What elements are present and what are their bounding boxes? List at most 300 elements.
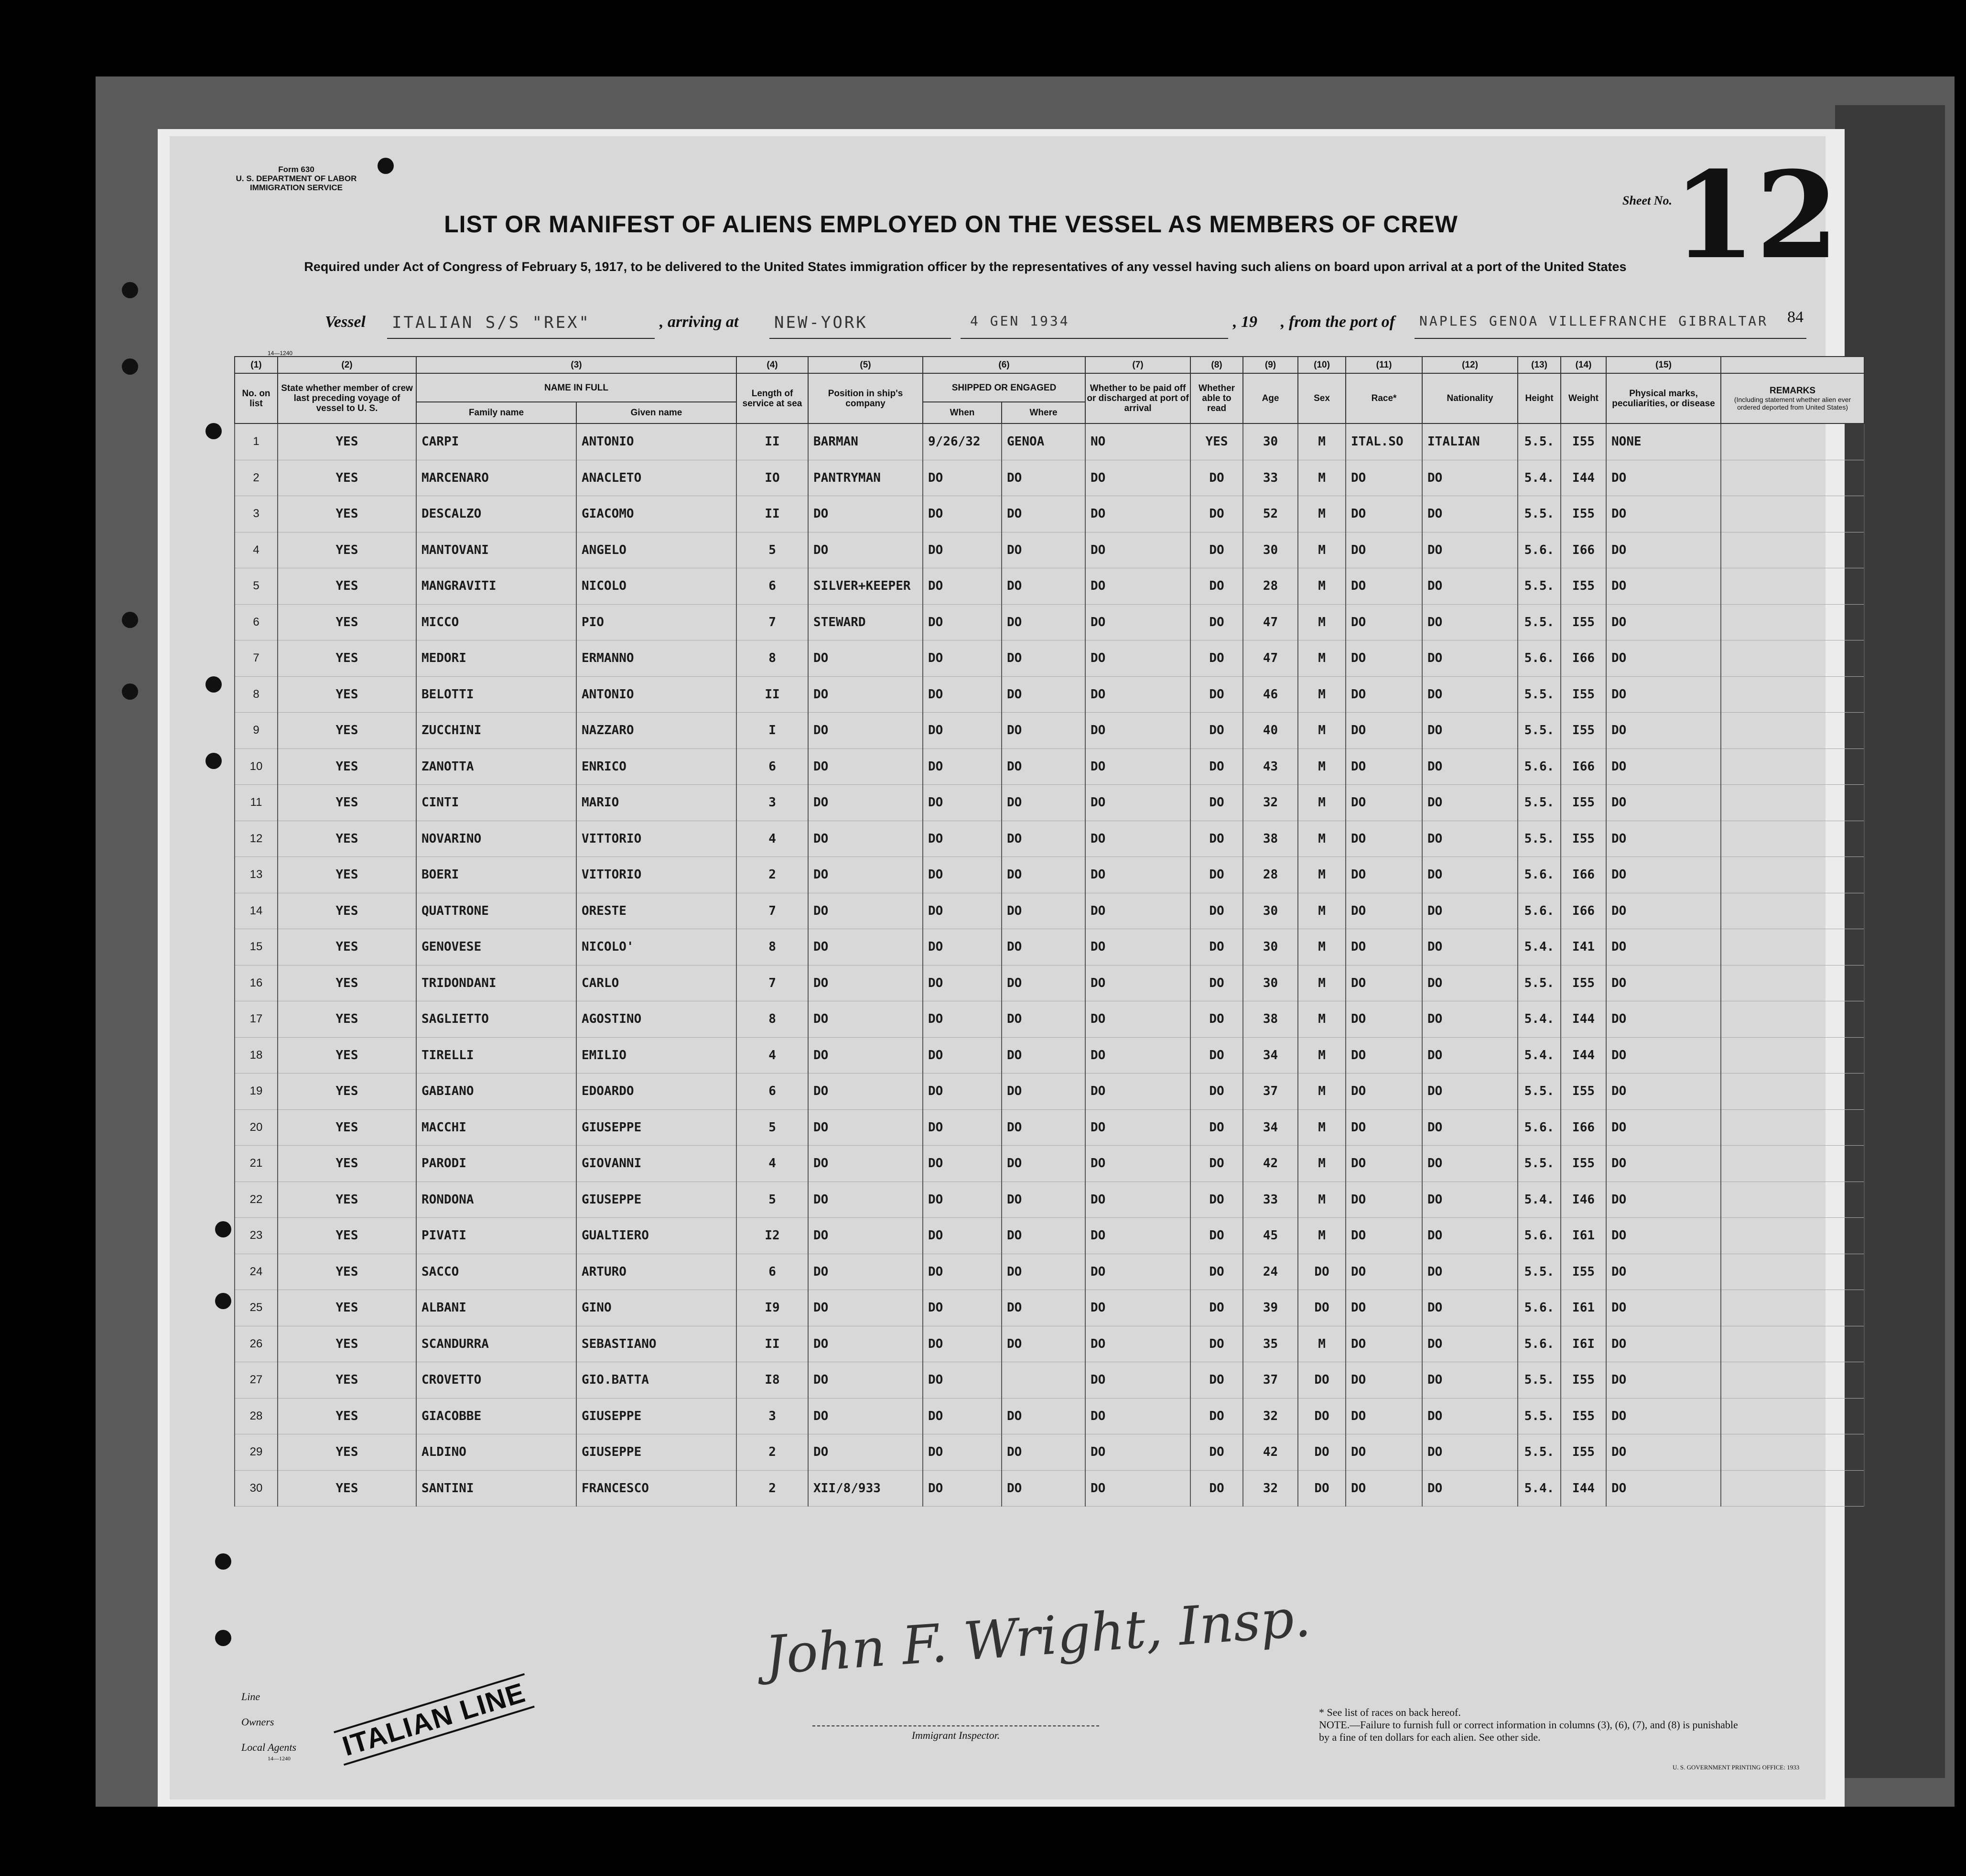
- punch-hole: [205, 753, 222, 769]
- sex: M: [1298, 1001, 1346, 1038]
- shipped-where: DO: [1002, 1109, 1085, 1146]
- row-number: 9: [235, 713, 278, 749]
- shipped-where: DO: [1002, 1074, 1085, 1110]
- col-num-3: (3): [416, 357, 736, 373]
- weight: I55: [1561, 1398, 1606, 1434]
- paid-off: DO: [1085, 1290, 1190, 1326]
- age: 28: [1243, 568, 1298, 605]
- race: DO: [1346, 676, 1422, 713]
- given-name: EMILIO: [576, 1037, 736, 1074]
- prev-voyage: YES: [278, 1037, 416, 1074]
- remarks: [1721, 1326, 1864, 1362]
- position: DO: [808, 1398, 923, 1434]
- shipped-when: DO: [923, 532, 1002, 568]
- shipped-where: DO: [1002, 1398, 1085, 1434]
- family-name: TRIDONDANI: [416, 965, 576, 1001]
- shipped-when: DO: [923, 460, 1002, 496]
- service-length: I9: [736, 1290, 808, 1326]
- table-row: [235, 423, 1864, 460]
- age: 38: [1243, 1001, 1298, 1038]
- row-number: 5: [235, 568, 278, 605]
- table-row: [235, 1290, 1864, 1326]
- age: 32: [1243, 785, 1298, 821]
- position: DO: [808, 1290, 923, 1326]
- line-label: Line: [241, 1691, 260, 1702]
- row-number: 23: [235, 1218, 278, 1254]
- physical-marks: DO: [1606, 1398, 1721, 1434]
- sex: M: [1298, 532, 1346, 568]
- col-header-nationality: Nationality: [1422, 373, 1518, 423]
- family-name: ZUCCHINI: [416, 713, 576, 749]
- age: 33: [1243, 1182, 1298, 1218]
- prev-voyage: YES: [278, 857, 416, 893]
- races-note: * See list of races on back hereof.: [1319, 1706, 1461, 1718]
- page-title: LIST OR MANIFEST OF ALIENS EMPLOYED ON THE VESSEL AS MEMBERS OF CREW: [444, 211, 1458, 238]
- nationality: DO: [1422, 893, 1518, 929]
- nationality: ITALIAN: [1422, 423, 1518, 460]
- race: DO: [1346, 1001, 1422, 1038]
- physical-marks: DO: [1606, 460, 1721, 496]
- position: DO: [808, 676, 923, 713]
- race: DO: [1346, 1109, 1422, 1146]
- prev-voyage: YES: [278, 1362, 416, 1399]
- physical-marks: DO: [1606, 857, 1721, 893]
- weight: I66: [1561, 640, 1606, 677]
- shipped-where: GENOA: [1002, 423, 1085, 460]
- col-header-sex: Sex: [1298, 373, 1346, 423]
- date-underline: [961, 338, 1228, 339]
- shipped-when: DO: [923, 1109, 1002, 1146]
- paid-off: DO: [1085, 713, 1190, 749]
- position: DO: [808, 1182, 923, 1218]
- height: 5.5.: [1518, 676, 1561, 713]
- manifest-rows: [235, 423, 1864, 1507]
- shipped-where: DO: [1002, 821, 1085, 857]
- remarks: [1721, 785, 1864, 821]
- age: 30: [1243, 929, 1298, 965]
- nationality: DO: [1422, 785, 1518, 821]
- table-row: [235, 532, 1864, 568]
- table-row: [235, 821, 1864, 857]
- prev-voyage: YES: [278, 676, 416, 713]
- prev-voyage: YES: [278, 1109, 416, 1146]
- col-num-8: (8): [1190, 357, 1243, 373]
- nationality: DO: [1422, 676, 1518, 713]
- col-num-14: (14): [1561, 357, 1606, 373]
- weight: I55: [1561, 423, 1606, 460]
- given-name: ANTONIO: [576, 423, 736, 460]
- height: 5.5.: [1518, 965, 1561, 1001]
- paid-off: DO: [1085, 785, 1190, 821]
- position: DO: [808, 713, 923, 749]
- position: DO: [808, 496, 923, 532]
- race: DO: [1346, 1146, 1422, 1182]
- position: PANTRYMAN: [808, 460, 923, 496]
- family-name: BOERI: [416, 857, 576, 893]
- prev-voyage: YES: [278, 496, 416, 532]
- physical-marks: DO: [1606, 1434, 1721, 1471]
- position: STEWARD: [808, 604, 923, 640]
- weight: I55: [1561, 1362, 1606, 1399]
- family-name: CINTI: [416, 785, 576, 821]
- physical-marks: DO: [1606, 1362, 1721, 1399]
- remarks: [1721, 965, 1864, 1001]
- sex: M: [1298, 640, 1346, 677]
- vessel-label: Vessel: [325, 313, 366, 331]
- race: DO: [1346, 893, 1422, 929]
- weight: I66: [1561, 748, 1606, 785]
- vessel-line: [325, 308, 1811, 342]
- given-name: GUALTIERO: [576, 1218, 736, 1254]
- race: DO: [1346, 1290, 1422, 1326]
- service-length: II: [736, 496, 808, 532]
- table-row: [235, 785, 1864, 821]
- age: 30: [1243, 423, 1298, 460]
- height: 5.5.: [1518, 821, 1561, 857]
- col-header-paid-off: Whether to be paid off or discharged at port of arrival: [1085, 373, 1190, 423]
- shipped-where: DO: [1002, 568, 1085, 605]
- shipped-where: DO: [1002, 460, 1085, 496]
- given-name: FRANCESCO: [576, 1470, 736, 1507]
- position: DO: [808, 785, 923, 821]
- remarks: [1721, 1074, 1864, 1110]
- paid-off: DO: [1085, 1074, 1190, 1110]
- able-to-read: DO: [1190, 532, 1243, 568]
- sex: M: [1298, 1109, 1346, 1146]
- family-name: GENOVESE: [416, 929, 576, 965]
- prev-voyage: YES: [278, 1470, 416, 1507]
- col-num-9: (9): [1243, 357, 1298, 373]
- weight: I44: [1561, 1470, 1606, 1507]
- service-length: 2: [736, 1434, 808, 1471]
- able-to-read: DO: [1190, 1290, 1243, 1326]
- sex: M: [1298, 713, 1346, 749]
- col-num-7: (7): [1085, 357, 1190, 373]
- position: DO: [808, 532, 923, 568]
- shipped-when: DO: [923, 1326, 1002, 1362]
- col-num-13: (13): [1518, 357, 1561, 373]
- prev-voyage: YES: [278, 748, 416, 785]
- punch-hole: [205, 676, 222, 693]
- arriving-port: NEW-YORK: [774, 313, 868, 332]
- prev-voyage: YES: [278, 821, 416, 857]
- prev-voyage: YES: [278, 1218, 416, 1254]
- paid-off: DO: [1085, 1434, 1190, 1471]
- prev-voyage: YES: [278, 604, 416, 640]
- sex: M: [1298, 785, 1346, 821]
- table-row: [235, 1037, 1864, 1074]
- nationality: DO: [1422, 568, 1518, 605]
- family-name: PIVATI: [416, 1218, 576, 1254]
- family-name: MANGRAVITI: [416, 568, 576, 605]
- family-name: MACCHI: [416, 1109, 576, 1146]
- sex: M: [1298, 821, 1346, 857]
- physical-marks: DO: [1606, 893, 1721, 929]
- able-to-read: DO: [1190, 1218, 1243, 1254]
- row-number: 14: [235, 893, 278, 929]
- col-num-5: (5): [808, 357, 923, 373]
- height: 5.5.: [1518, 1398, 1561, 1434]
- height: 5.6.: [1518, 893, 1561, 929]
- remarks: [1721, 1182, 1864, 1218]
- race: DO: [1346, 1037, 1422, 1074]
- sex: M: [1298, 460, 1346, 496]
- physical-marks: DO: [1606, 1326, 1721, 1362]
- remarks: [1721, 929, 1864, 965]
- weight: I55: [1561, 1254, 1606, 1290]
- race: DO: [1346, 713, 1422, 749]
- shipped-when: DO: [923, 1290, 1002, 1326]
- local-agents-label: Local Agents: [241, 1741, 297, 1753]
- able-to-read: DO: [1190, 1074, 1243, 1110]
- col-num-1: (1): [235, 357, 278, 373]
- row-number: 11: [235, 785, 278, 821]
- able-to-read: DO: [1190, 965, 1243, 1001]
- form-number: Form 630: [278, 165, 314, 174]
- table-row: [235, 748, 1864, 785]
- height: 5.5.: [1518, 568, 1561, 605]
- family-name: ZANOTTA: [416, 748, 576, 785]
- nationality: DO: [1422, 1470, 1518, 1507]
- prev-voyage: YES: [278, 1074, 416, 1110]
- row-number: 6: [235, 604, 278, 640]
- sex: DO: [1298, 1290, 1346, 1326]
- service-length: 7: [736, 893, 808, 929]
- given-name: NAZZARO: [576, 713, 736, 749]
- row-number: 13: [235, 857, 278, 893]
- remarks-label: REMARKS: [1770, 386, 1816, 396]
- service-length: 4: [736, 1037, 808, 1074]
- given-name: GIOVANNI: [576, 1146, 736, 1182]
- col-header-no: No. on list: [235, 373, 278, 423]
- physical-marks: DO: [1606, 713, 1721, 749]
- row-number: 16: [235, 965, 278, 1001]
- table-row: [235, 893, 1864, 929]
- year-label: , 19: [1233, 313, 1257, 331]
- shipped-where: DO: [1002, 532, 1085, 568]
- family-name: ALBANI: [416, 1290, 576, 1326]
- nationality: DO: [1422, 929, 1518, 965]
- given-name: ERMANNO: [576, 640, 736, 677]
- age: 52: [1243, 496, 1298, 532]
- shipped-when: DO: [923, 676, 1002, 713]
- col-header-prev-voyage: State whether member of crew last preceding voyage of vessel to U. S.: [278, 373, 416, 423]
- table-row: [235, 857, 1864, 893]
- nationality: DO: [1422, 1218, 1518, 1254]
- row-number: 3: [235, 496, 278, 532]
- race: ITAL.SO: [1346, 423, 1422, 460]
- remarks: [1721, 676, 1864, 713]
- given-name: ANGELO: [576, 532, 736, 568]
- weight: I44: [1561, 1037, 1606, 1074]
- height: 5.5.: [1518, 1146, 1561, 1182]
- physical-marks: DO: [1606, 1290, 1721, 1326]
- table-row: [235, 604, 1864, 640]
- table-row: [235, 1182, 1864, 1218]
- race: DO: [1346, 1434, 1422, 1471]
- prev-voyage: YES: [278, 1254, 416, 1290]
- paid-off: DO: [1085, 1254, 1190, 1290]
- page-subtitle: Required under Act of Congress of February 5, 1917, to be delivered to the United States immigration officer by the representatives of any vessel having such aliens on board upon arrival at a port of the United States: [304, 260, 1627, 274]
- prev-voyage: YES: [278, 929, 416, 965]
- sex: M: [1298, 1218, 1346, 1254]
- position: DO: [808, 893, 923, 929]
- height: 5.5.: [1518, 604, 1561, 640]
- able-to-read: DO: [1190, 748, 1243, 785]
- row-number: 26: [235, 1326, 278, 1362]
- paid-off: DO: [1085, 1037, 1190, 1074]
- paid-off: DO: [1085, 604, 1190, 640]
- remarks: [1721, 1254, 1864, 1290]
- punch-hole: [122, 282, 138, 298]
- service-length: 3: [736, 785, 808, 821]
- nationality: DO: [1422, 821, 1518, 857]
- shipped-when: DO: [923, 1362, 1002, 1399]
- age: 35: [1243, 1326, 1298, 1362]
- italian-line-stamp: ITALIAN LINE: [334, 1673, 534, 1766]
- height: 5.6.: [1518, 640, 1561, 677]
- race: DO: [1346, 640, 1422, 677]
- table-row: [235, 1218, 1864, 1254]
- table-row: [235, 1362, 1864, 1399]
- service-length: 6: [736, 1254, 808, 1290]
- physical-marks: DO: [1606, 1146, 1721, 1182]
- position: DO: [808, 748, 923, 785]
- shipped-when: DO: [923, 1074, 1002, 1110]
- shipped-where: [1002, 1362, 1085, 1399]
- weight: I61: [1561, 1218, 1606, 1254]
- sex: M: [1298, 604, 1346, 640]
- family-name: GABIANO: [416, 1074, 576, 1110]
- row-number: 8: [235, 676, 278, 713]
- physical-marks: DO: [1606, 1182, 1721, 1218]
- table-row: [235, 1146, 1864, 1182]
- paid-off: DO: [1085, 1109, 1190, 1146]
- position: DO: [808, 1326, 923, 1362]
- paid-off: DO: [1085, 1146, 1190, 1182]
- shipped-when: DO: [923, 1434, 1002, 1471]
- prev-voyage: YES: [278, 785, 416, 821]
- weight: I66: [1561, 893, 1606, 929]
- able-to-read: DO: [1190, 640, 1243, 677]
- form-service: IMMIGRATION SERVICE: [250, 183, 343, 192]
- prev-voyage: YES: [278, 1326, 416, 1362]
- arrival-date: 4 GEN 1934: [970, 313, 1070, 329]
- punch-hole: [215, 1293, 231, 1309]
- sex: M: [1298, 1326, 1346, 1362]
- shipped-when: DO: [923, 965, 1002, 1001]
- given-name: CARLO: [576, 965, 736, 1001]
- service-length: 5: [736, 1182, 808, 1218]
- shipped-when: DO: [923, 929, 1002, 965]
- physical-marks: DO: [1606, 965, 1721, 1001]
- race: DO: [1346, 568, 1422, 605]
- given-name: NICOLO': [576, 929, 736, 965]
- shipped-where: DO: [1002, 929, 1085, 965]
- col-header-shipped: SHIPPED OR ENGAGED: [923, 373, 1085, 402]
- service-length: 8: [736, 640, 808, 677]
- able-to-read: YES: [1190, 423, 1243, 460]
- family-name: DESCALZO: [416, 496, 576, 532]
- prev-voyage: YES: [278, 532, 416, 568]
- table-row: [235, 1001, 1864, 1038]
- height: 5.6.: [1518, 532, 1561, 568]
- shipped-when: DO: [923, 713, 1002, 749]
- row-number: 27: [235, 1362, 278, 1399]
- nationality: DO: [1422, 1362, 1518, 1399]
- shipped-where: DO: [1002, 676, 1085, 713]
- position: DO: [808, 1254, 923, 1290]
- shipped-when: DO: [923, 640, 1002, 677]
- sex: M: [1298, 496, 1346, 532]
- family-name: RONDONA: [416, 1182, 576, 1218]
- nationality: DO: [1422, 1398, 1518, 1434]
- service-length: I8: [736, 1362, 808, 1399]
- able-to-read: DO: [1190, 929, 1243, 965]
- age: 32: [1243, 1398, 1298, 1434]
- paid-off: DO: [1085, 1326, 1190, 1362]
- weight: I61: [1561, 1290, 1606, 1326]
- position: DO: [808, 1146, 923, 1182]
- remarks: [1721, 713, 1864, 749]
- position: SILVER+KEEPER: [808, 568, 923, 605]
- shipped-where: DO: [1002, 1254, 1085, 1290]
- prev-voyage: YES: [278, 1398, 416, 1434]
- col-header-age: Age: [1243, 373, 1298, 423]
- prev-voyage: YES: [278, 640, 416, 677]
- table-row: [235, 1470, 1864, 1507]
- weight: I55: [1561, 1434, 1606, 1471]
- nationality: DO: [1422, 1290, 1518, 1326]
- paid-off: DO: [1085, 748, 1190, 785]
- position: DO: [808, 1218, 923, 1254]
- service-length: 4: [736, 821, 808, 857]
- prev-voyage: YES: [278, 965, 416, 1001]
- prev-voyage: YES: [278, 713, 416, 749]
- race: DO: [1346, 1254, 1422, 1290]
- age: 47: [1243, 604, 1298, 640]
- family-name: TIRELLI: [416, 1037, 576, 1074]
- service-length: 5: [736, 532, 808, 568]
- height: 5.4.: [1518, 1470, 1561, 1507]
- remarks: [1721, 423, 1864, 460]
- sex: M: [1298, 1074, 1346, 1110]
- family-name: MANTOVANI: [416, 532, 576, 568]
- sex: M: [1298, 893, 1346, 929]
- age: 47: [1243, 640, 1298, 677]
- shipped-where: DO: [1002, 857, 1085, 893]
- nationality: DO: [1422, 460, 1518, 496]
- sex: M: [1298, 1182, 1346, 1218]
- family-name: SAGLIETTO: [416, 1001, 576, 1038]
- given-name: GINO: [576, 1290, 736, 1326]
- inspector-signature: John F. Wright, Insp.: [763, 1587, 1313, 1686]
- race: DO: [1346, 1362, 1422, 1399]
- nationality: DO: [1422, 1434, 1518, 1471]
- weight: I66: [1561, 532, 1606, 568]
- col-num-10: (10): [1298, 357, 1346, 373]
- given-name: GIUSEPPE: [576, 1109, 736, 1146]
- remarks: [1721, 748, 1864, 785]
- height: 5.6.: [1518, 1326, 1561, 1362]
- shipped-where: DO: [1002, 748, 1085, 785]
- height: 5.6.: [1518, 857, 1561, 893]
- family-name: MEDORI: [416, 640, 576, 677]
- height: 5.4.: [1518, 1001, 1561, 1038]
- row-number: 17: [235, 1001, 278, 1038]
- remarks-note: (Including statement whether alien ever ordered deported from United States): [1734, 396, 1851, 411]
- race: DO: [1346, 929, 1422, 965]
